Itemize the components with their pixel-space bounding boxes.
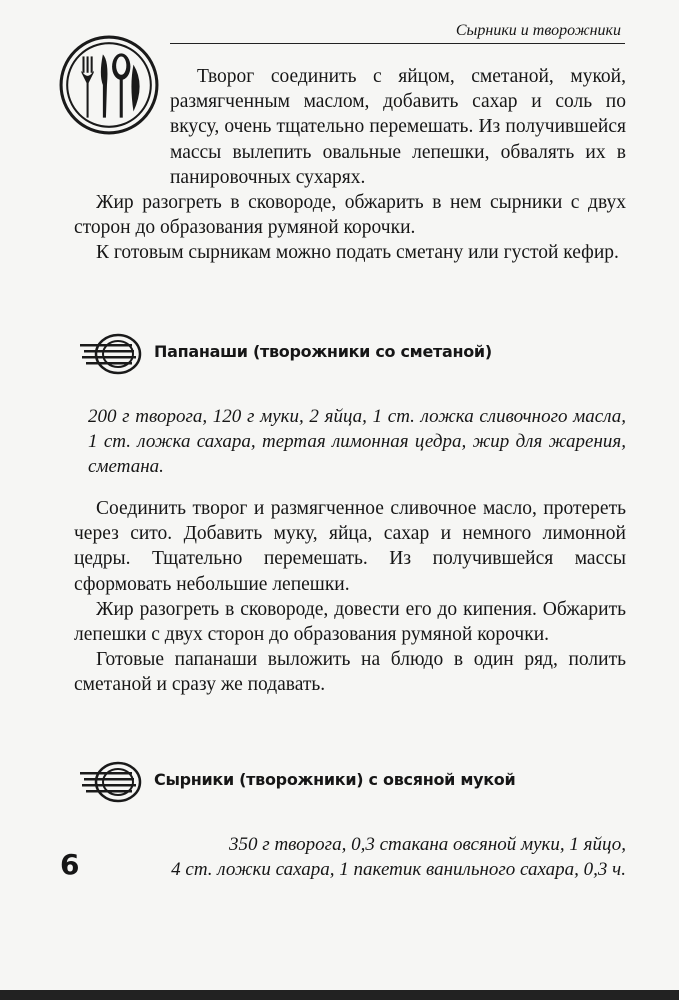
- running-title: Сырники и творожники: [455, 22, 621, 39]
- plate-fork-spoon-icon: [58, 34, 160, 136]
- intro-continuation: [74, 190, 626, 266]
- recipe2-ingredients-line: 350 г творога, 0,3 стакана овсяной муки, 1 яйцо,: [229, 834, 626, 855]
- page-number: 6: [60, 848, 80, 881]
- recipe1-ingredients: 200 г творога, 120 г муки, 2 яйца, 1 ст. ложка сливочного масла, 1 ст. ложка сахара, тертая лимонная цедра, жир для жарения, сметана.: [88, 406, 626, 478]
- running-header: [170, 22, 625, 44]
- intro-text: [170, 64, 626, 190]
- recipe1-step: Соединить творог и размягченное сливочное масло, протереть через сито. Добавить муку, яйца, сахар и немного лимонной цедры. Тщательно перемешать. Из получившейся массы сформовать небольшие лепешки.: [74, 498, 626, 595]
- dish-cutlery-icon: [78, 332, 142, 376]
- recipe1-step: Готовые папанаши выложить на блюдо в один ряд, полить сметаной и сразу же подавать.: [74, 649, 626, 696]
- paragraph: К готовым сырникам можно подать сметану или густой кефир.: [96, 242, 619, 264]
- recipe2-ingredients-line: 4 ст. ложки сахара, 1 пакетик ванильного сахара, 0,3 ч.: [171, 859, 626, 881]
- recipe2-title: Сырники (творожники) с овсяной мукой: [154, 770, 516, 789]
- page-edge: [0, 990, 679, 1000]
- dish-cutlery-icon: [78, 760, 142, 804]
- recipe1-steps: [74, 496, 626, 698]
- paragraph: Жир разогреть в сковороде, обжарить в нем сырники с двух сторон до образования румяной корочки.: [74, 192, 626, 239]
- intro-paragraph: Творог соединить с яйцом, сметаной, мукой, размягченным маслом, добавить сахар и соль по вкусу, очень тщательно перемешать. Из получившейся массы вылепить овальные лепешки, обвалять их в панировочных сухарях.: [170, 66, 626, 188]
- recipe2-ingredients: [140, 832, 626, 882]
- recipe1-title: Папанаши (творожники со сметаной): [154, 342, 492, 361]
- recipe1-step: Жир разогреть в сковороде, довести его до кипения. Обжарить лепешки с двух сторон до образования румяной корочки.: [74, 598, 626, 646]
